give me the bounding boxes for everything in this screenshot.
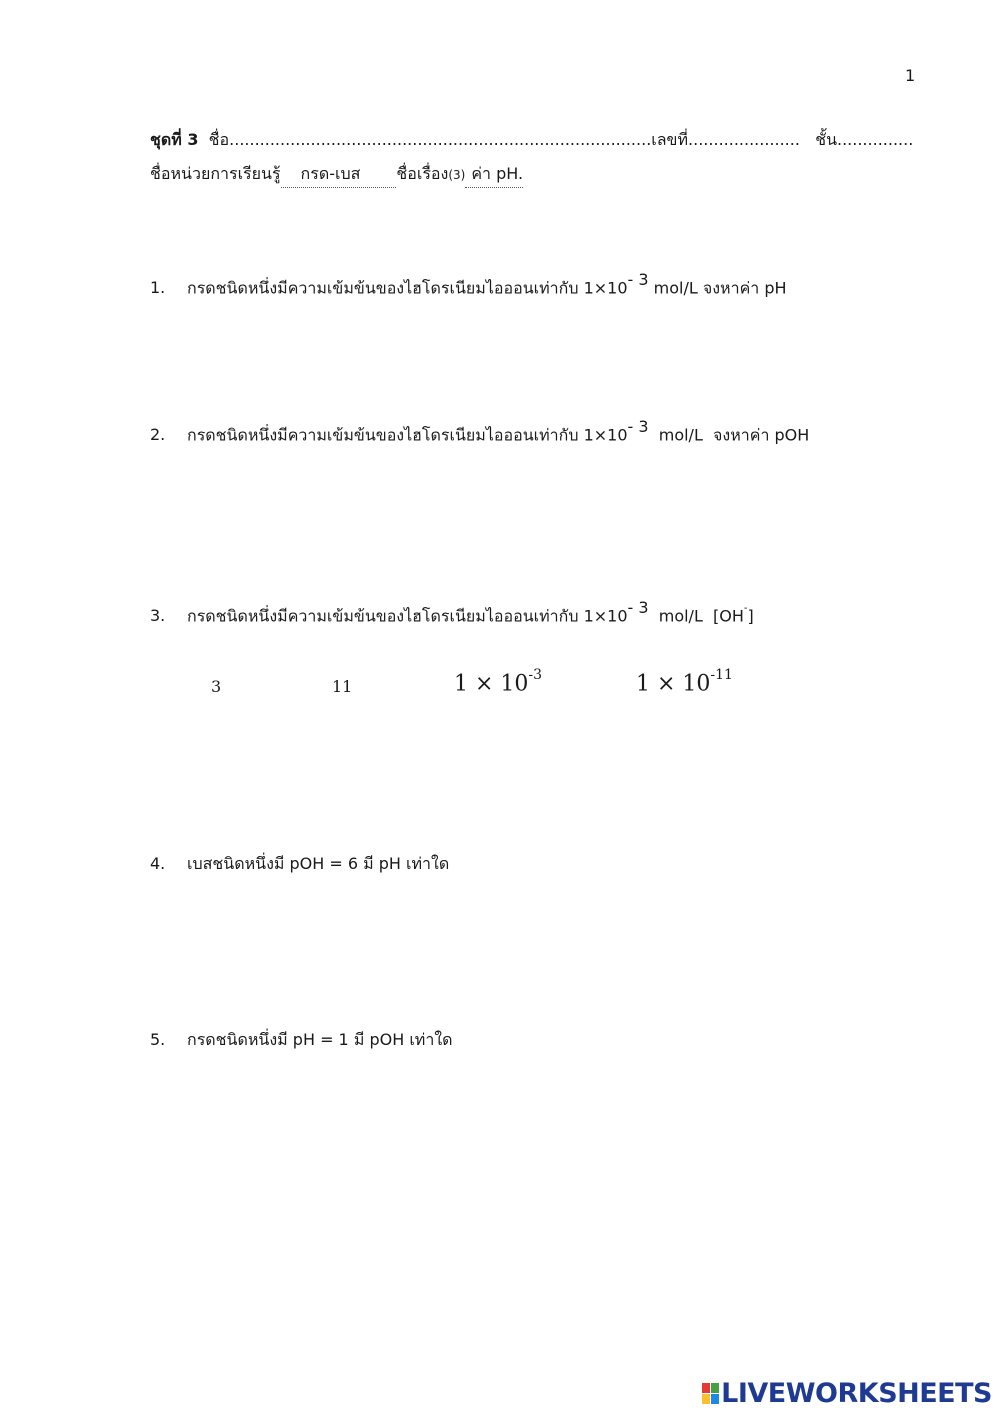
question-tail: mol/L จงหาค่า pOH [648,425,810,445]
logo-text: LIVEWORKSHEETS [721,1378,992,1409]
question-superscript: - 3 [627,598,649,617]
question-text: กรดชนิดหนึ่งมีความเข้มข้นของไฮโดรเนียมไอออนเท่ากับ 1×10 [187,425,628,445]
question-tail: mol/L [OH [648,606,744,626]
question-number: 3. [150,606,166,626]
topic-number: (3) [448,168,466,182]
question-number: 5. [150,1030,166,1049]
header-line-1 [150,128,913,153]
liveworksheets-logo [702,1378,992,1409]
topic-value: ค่า pH. [465,162,523,188]
question-1 [150,272,787,301]
answer-option-2[interactable]: 11 [332,677,353,696]
logo-mark-icon [702,1383,719,1404]
question-text: เบสชนิดหนึ่งมี pOH = 6 มี pH เท่าใด [187,854,450,873]
question-5 [150,1028,453,1053]
question-tail-end: ] [747,606,754,626]
question-text: กรดชนิดหนึ่งมี pH = 1 มี pOH เท่าใด [187,1030,453,1049]
question-text: กรดชนิดหนึ่งมีความเข้มข้นของไฮโดรเนียมไอออนเท่ากับ 1×10 [187,278,628,298]
question-superscript: - 3 [627,417,649,436]
class-label: ชั้น [815,130,837,149]
name-label: ชื่อ [208,130,230,149]
class-field[interactable]: ............... [837,130,914,149]
header-line-2 [150,162,523,188]
question-tail-superscript: - [743,603,748,614]
answer-option-4[interactable]: $1 \times 10^{-11}$ [636,667,733,697]
question-3 [150,600,754,629]
question-superscript: - 3 [627,270,649,289]
question-tail: mol/L จงหาค่า pH [648,278,787,298]
answer-option-3[interactable]: $1 \times 10^{-3}$ [454,667,543,697]
name-field[interactable]: ................................................................................... [229,130,652,149]
question-number: 4. [150,854,166,873]
set-label: ชุดที่ 3 [150,130,199,149]
question-2 [150,419,809,448]
unit-value: กรด-เบส [281,162,397,188]
number-field[interactable]: ...................... [688,130,800,149]
question-text: กรดชนิดหนึ่งมีความเข้มข้นของไฮโดรเนียมไอออนเท่ากับ 1×10 [187,606,628,626]
question-4 [150,852,449,877]
unit-label: ชื่อหน่วยการเรียนรู้ [150,164,281,183]
topic-label: ชื่อเรื่อง [396,164,449,183]
number-label: เลขที่ [651,130,689,149]
question-number: 1. [150,278,166,298]
question-number: 2. [150,425,166,445]
answer-option-1[interactable]: 3 [211,677,222,696]
page-number: 1 [905,66,916,85]
